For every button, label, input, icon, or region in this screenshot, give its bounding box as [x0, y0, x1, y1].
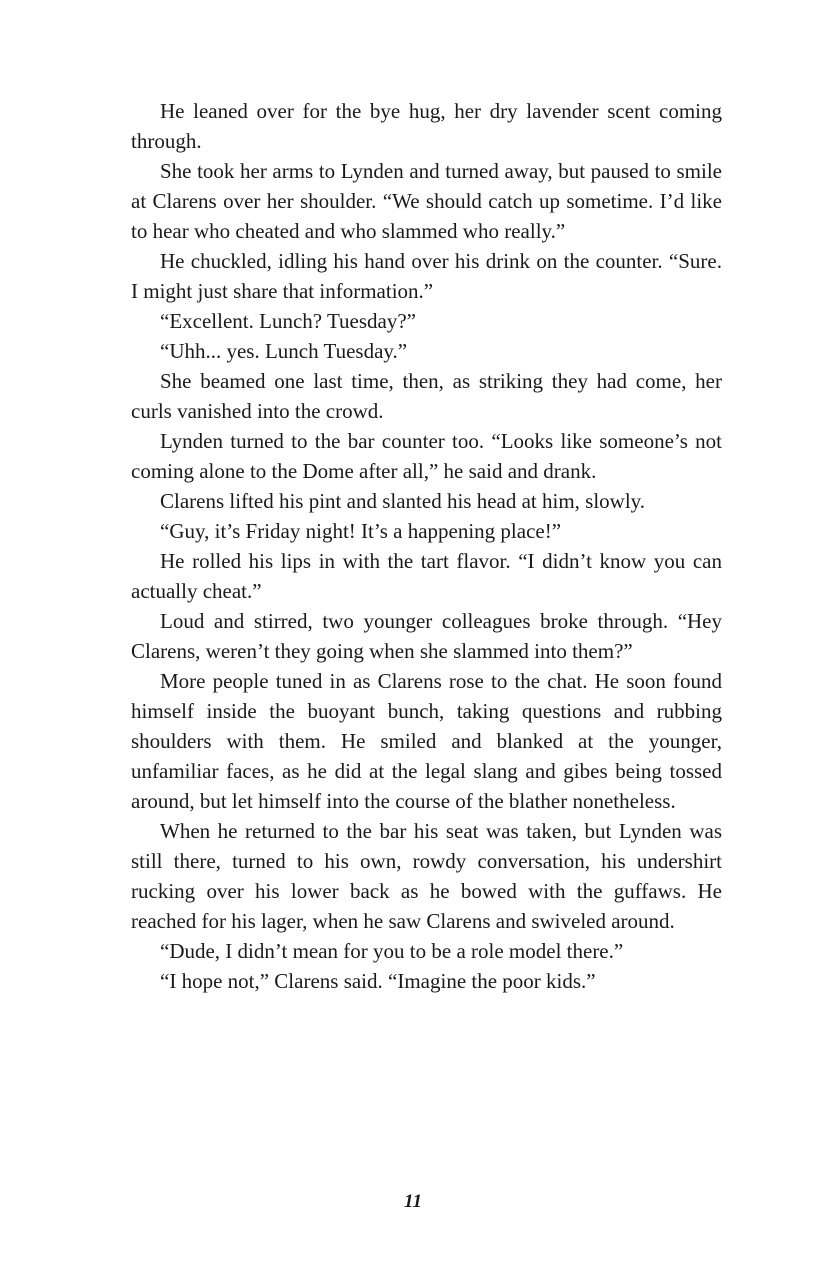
paragraph: “I hope not,” Clarens said. “Imagine the poor kids.”: [160, 969, 596, 993]
paragraph: When he returned to the bar his seat was taken, but Lynden was still there, turned to his own, rowdy conversation, his undershirt rucking over his lower back as he bowed with the guffaws. He reached for his lager, when he saw Clarens and swiveled around.: [131, 819, 722, 933]
paragraph: “Uhh... yes. Lunch Tuesday.”: [160, 339, 408, 363]
paragraph: Loud and stirred, two younger colleagues broke through. “Hey Clarens, weren’t they going when she slammed into them?”: [131, 609, 722, 663]
page-body: [131, 96, 722, 996]
paragraph: More people tuned in as Clarens rose to the chat. He soon found himself inside the buoyant bunch, taking questions and rubbing shoulders with them. He smiled and blanked at the younger, unfamiliar faces, as he did at the legal slang and gibes being tossed around, but let himself into the course of the blather nonetheless.: [131, 669, 722, 813]
paragraph: She beamed one last time, then, as striking they had come, her curls vanished into the crowd.: [131, 369, 722, 423]
paragraph: He rolled his lips in with the tart flavor. “I didn’t know you can actually cheat.”: [131, 549, 722, 603]
page-number: 11: [404, 1191, 422, 1212]
paragraph: He chuckled, idling his hand over his drink on the counter. “Sure. I might just share that information.”: [131, 249, 722, 303]
paragraph: Lynden turned to the bar counter too. “Looks like someone’s not coming alone to the Dome after all,” he said and drank.: [131, 429, 722, 483]
paragraph: “Dude, I didn’t mean for you to be a role model there.”: [160, 939, 624, 963]
paragraph: “Excellent. Lunch? Tuesday?”: [160, 309, 416, 333]
paragraph: She took her arms to Lynden and turned away, but paused to smile at Clarens over her shoulder. “We should catch up sometime. I’d like to hear who cheated and who slammed who really.”: [131, 159, 722, 243]
paragraph: He leaned over for the bye hug, her dry lavender scent coming through.: [131, 99, 722, 153]
paragraph: “Guy, it’s Friday night! It’s a happening place!”: [160, 519, 562, 543]
paragraph: Clarens lifted his pint and slanted his head at him, slowly.: [160, 489, 646, 513]
